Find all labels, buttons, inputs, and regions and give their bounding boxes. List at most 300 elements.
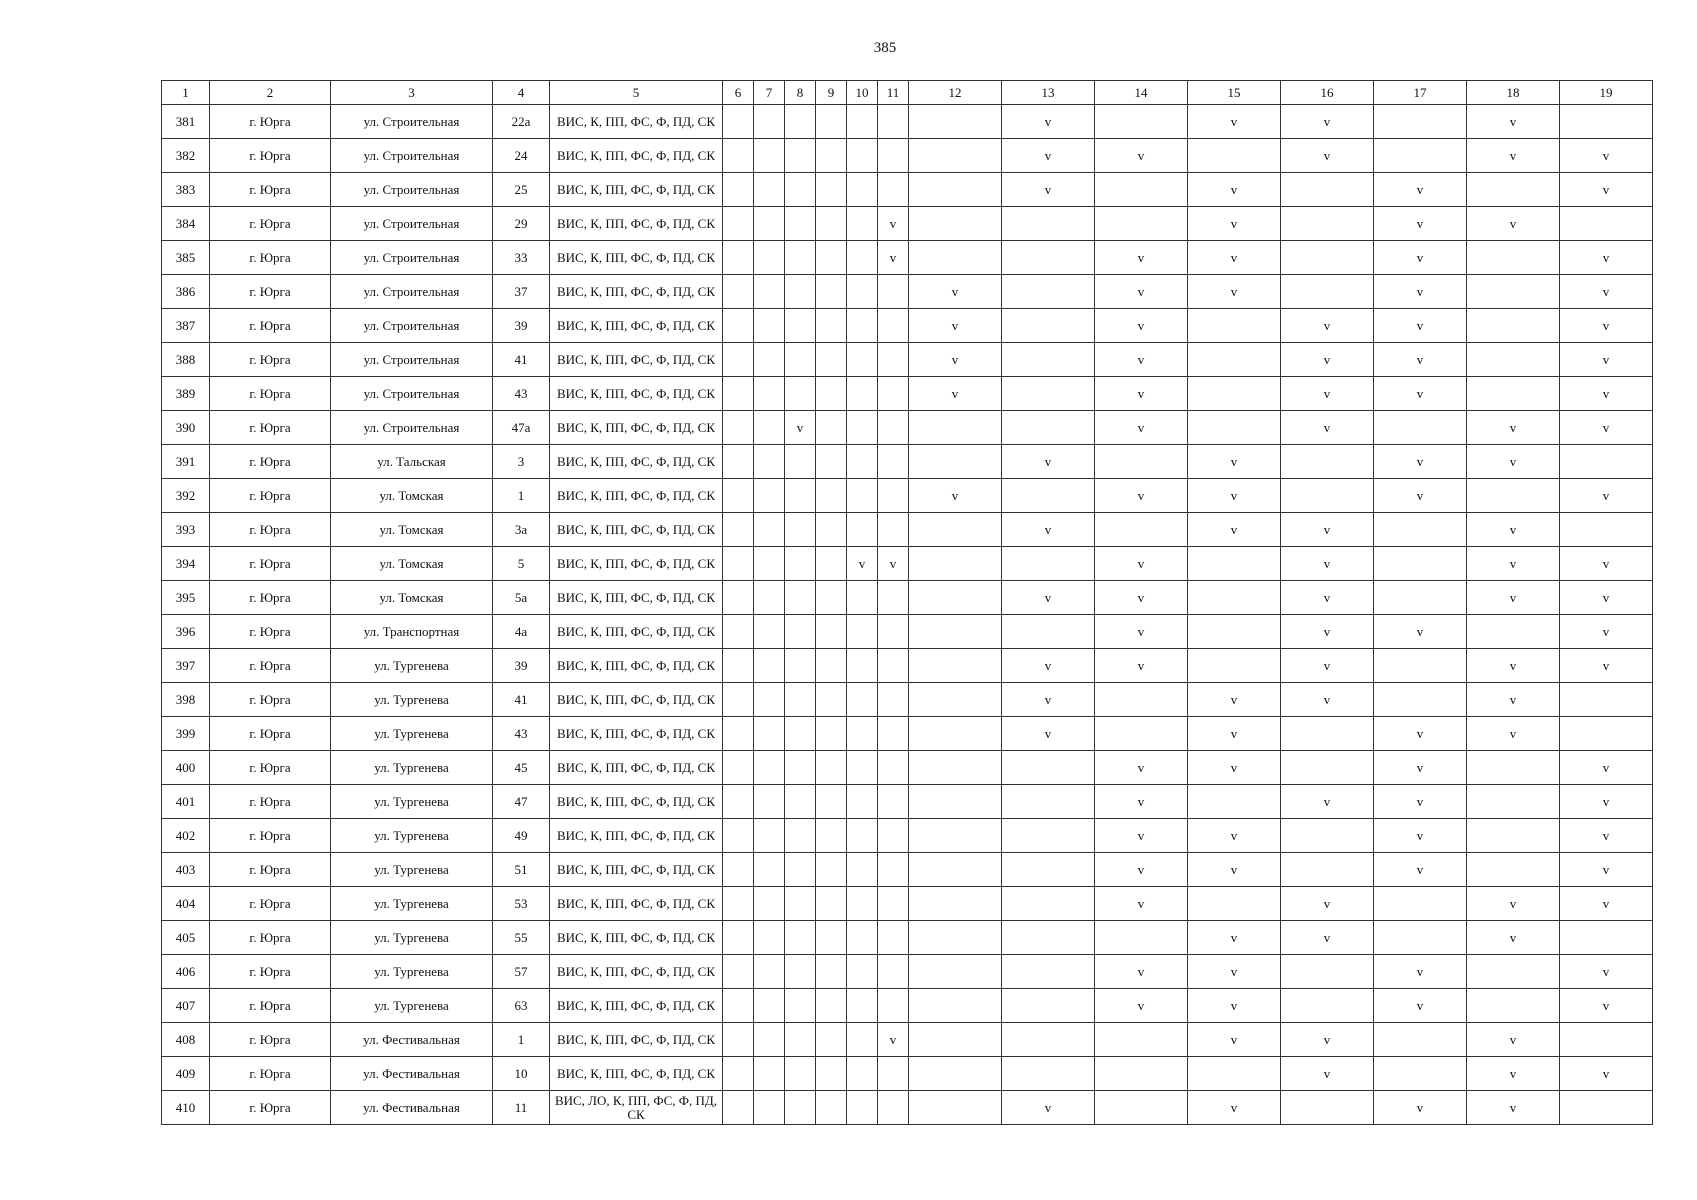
row-number: 399 bbox=[162, 717, 210, 751]
empty-cell bbox=[1002, 207, 1095, 241]
empty-cell bbox=[878, 853, 909, 887]
empty-cell bbox=[816, 581, 847, 615]
check-mark: v bbox=[1467, 921, 1560, 955]
table-row bbox=[162, 445, 1653, 479]
empty-cell bbox=[785, 751, 816, 785]
empty-cell bbox=[1467, 479, 1560, 513]
empty-cell bbox=[909, 105, 1002, 139]
street-cell: ул. Строительная bbox=[331, 377, 493, 411]
check-mark: v bbox=[1560, 785, 1653, 819]
row-number: 408 bbox=[162, 1023, 210, 1057]
empty-cell bbox=[878, 921, 909, 955]
empty-cell bbox=[1374, 921, 1467, 955]
work-types-cell: ВИС, К, ПП, ФС, Ф, ПД, СК bbox=[550, 819, 723, 853]
empty-cell bbox=[723, 241, 754, 275]
empty-cell bbox=[847, 445, 878, 479]
check-mark: v bbox=[1374, 717, 1467, 751]
empty-cell bbox=[1002, 615, 1095, 649]
empty-cell bbox=[1095, 683, 1188, 717]
empty-cell bbox=[1281, 275, 1374, 309]
empty-cell bbox=[785, 275, 816, 309]
check-mark: v bbox=[1095, 615, 1188, 649]
row-number: 384 bbox=[162, 207, 210, 241]
empty-cell bbox=[1188, 343, 1281, 377]
empty-cell bbox=[723, 547, 754, 581]
empty-cell bbox=[723, 921, 754, 955]
empty-cell bbox=[1188, 785, 1281, 819]
empty-cell bbox=[1374, 411, 1467, 445]
empty-cell bbox=[816, 785, 847, 819]
empty-cell bbox=[816, 547, 847, 581]
work-types-cell: ВИС, ЛО, К, ПП, ФС, Ф, ПД, СК bbox=[550, 1091, 723, 1125]
table-row bbox=[162, 513, 1653, 547]
empty-cell bbox=[754, 751, 785, 785]
empty-cell bbox=[847, 105, 878, 139]
empty-cell bbox=[847, 275, 878, 309]
empty-cell bbox=[754, 275, 785, 309]
work-types-cell: ВИС, К, ПП, ФС, Ф, ПД, СК bbox=[550, 649, 723, 683]
check-mark: v bbox=[1281, 377, 1374, 411]
street-cell: ул. Строительная bbox=[331, 105, 493, 139]
check-mark: v bbox=[1095, 547, 1188, 581]
table-row bbox=[162, 717, 1653, 751]
empty-cell bbox=[1002, 989, 1095, 1023]
empty-cell bbox=[754, 173, 785, 207]
check-mark: v bbox=[1002, 173, 1095, 207]
empty-cell bbox=[816, 921, 847, 955]
check-mark: v bbox=[1560, 955, 1653, 989]
empty-cell bbox=[909, 411, 1002, 445]
row-number: 395 bbox=[162, 581, 210, 615]
check-mark: v bbox=[1467, 1023, 1560, 1057]
house-number-cell: 63 bbox=[493, 989, 550, 1023]
column-header-2: 2 bbox=[210, 81, 331, 105]
empty-cell bbox=[909, 819, 1002, 853]
column-header-18: 18 bbox=[1467, 81, 1560, 105]
work-types-cell: ВИС, К, ПП, ФС, Ф, ПД, СК bbox=[550, 615, 723, 649]
house-number-cell: 3 bbox=[493, 445, 550, 479]
empty-cell bbox=[785, 683, 816, 717]
column-header-19: 19 bbox=[1560, 81, 1653, 105]
check-mark: v bbox=[1095, 479, 1188, 513]
check-mark: v bbox=[1281, 139, 1374, 173]
empty-cell bbox=[909, 615, 1002, 649]
header-row bbox=[162, 81, 1653, 105]
check-mark: v bbox=[1002, 105, 1095, 139]
empty-cell bbox=[878, 513, 909, 547]
empty-cell bbox=[1095, 1023, 1188, 1057]
house-number-cell: 39 bbox=[493, 649, 550, 683]
empty-cell bbox=[1002, 377, 1095, 411]
work-types-cell: ВИС, К, ПП, ФС, Ф, ПД, СК bbox=[550, 309, 723, 343]
empty-cell bbox=[1095, 717, 1188, 751]
check-mark: v bbox=[1188, 751, 1281, 785]
empty-cell bbox=[1374, 139, 1467, 173]
check-mark: v bbox=[1560, 615, 1653, 649]
check-mark: v bbox=[1560, 275, 1653, 309]
empty-cell bbox=[723, 275, 754, 309]
check-mark: v bbox=[1188, 717, 1281, 751]
check-mark: v bbox=[1560, 411, 1653, 445]
empty-cell bbox=[785, 1023, 816, 1057]
table-row bbox=[162, 581, 1653, 615]
house-number-cell: 47а bbox=[493, 411, 550, 445]
check-mark: v bbox=[1467, 207, 1560, 241]
table-row bbox=[162, 887, 1653, 921]
street-cell: ул. Томская bbox=[331, 479, 493, 513]
check-mark: v bbox=[1095, 989, 1188, 1023]
row-number: 400 bbox=[162, 751, 210, 785]
city-cell: г. Юрга bbox=[210, 411, 331, 445]
empty-cell bbox=[723, 513, 754, 547]
street-cell: ул. Строительная bbox=[331, 241, 493, 275]
check-mark: v bbox=[1560, 751, 1653, 785]
empty-cell bbox=[754, 649, 785, 683]
work-types-cell: ВИС, К, ПП, ФС, Ф, ПД, СК bbox=[550, 411, 723, 445]
empty-cell bbox=[754, 309, 785, 343]
work-types-cell: ВИС, К, ПП, ФС, Ф, ПД, СК bbox=[550, 955, 723, 989]
empty-cell bbox=[723, 1023, 754, 1057]
work-types-cell: ВИС, К, ПП, ФС, Ф, ПД, СК bbox=[550, 241, 723, 275]
work-types-cell: ВИС, К, ПП, ФС, Ф, ПД, СК bbox=[550, 785, 723, 819]
house-number-cell: 41 bbox=[493, 683, 550, 717]
empty-cell bbox=[723, 955, 754, 989]
empty-cell bbox=[785, 615, 816, 649]
column-header-13: 13 bbox=[1002, 81, 1095, 105]
table-row bbox=[162, 989, 1653, 1023]
city-cell: г. Юрга bbox=[210, 819, 331, 853]
check-mark: v bbox=[1560, 819, 1653, 853]
empty-cell bbox=[1188, 309, 1281, 343]
check-mark: v bbox=[1188, 173, 1281, 207]
street-cell: ул. Томская bbox=[331, 513, 493, 547]
column-header-9: 9 bbox=[816, 81, 847, 105]
empty-cell bbox=[1467, 275, 1560, 309]
empty-cell bbox=[754, 819, 785, 853]
empty-cell bbox=[785, 445, 816, 479]
empty-cell bbox=[847, 1023, 878, 1057]
work-types-cell: ВИС, К, ПП, ФС, Ф, ПД, СК bbox=[550, 547, 723, 581]
empty-cell bbox=[816, 411, 847, 445]
column-header-8: 8 bbox=[785, 81, 816, 105]
check-mark: v bbox=[1095, 853, 1188, 887]
check-mark: v bbox=[1560, 853, 1653, 887]
empty-cell bbox=[1002, 853, 1095, 887]
empty-cell bbox=[754, 717, 785, 751]
empty-cell bbox=[816, 105, 847, 139]
check-mark: v bbox=[1467, 717, 1560, 751]
table-row bbox=[162, 1023, 1653, 1057]
empty-cell bbox=[723, 1091, 754, 1125]
row-number: 407 bbox=[162, 989, 210, 1023]
empty-cell bbox=[1560, 717, 1653, 751]
check-mark: v bbox=[1467, 887, 1560, 921]
empty-cell bbox=[754, 683, 785, 717]
empty-cell bbox=[909, 887, 1002, 921]
empty-cell bbox=[816, 139, 847, 173]
city-cell: г. Юрга bbox=[210, 751, 331, 785]
check-mark: v bbox=[1374, 615, 1467, 649]
empty-cell bbox=[723, 989, 754, 1023]
check-mark: v bbox=[1188, 853, 1281, 887]
work-types-cell: ВИС, К, ПП, ФС, Ф, ПД, СК bbox=[550, 989, 723, 1023]
empty-cell bbox=[816, 955, 847, 989]
empty-cell bbox=[816, 717, 847, 751]
table-row bbox=[162, 479, 1653, 513]
empty-cell bbox=[816, 887, 847, 921]
row-number: 393 bbox=[162, 513, 210, 547]
check-mark: v bbox=[1281, 615, 1374, 649]
table-row bbox=[162, 785, 1653, 819]
row-number: 387 bbox=[162, 309, 210, 343]
empty-cell bbox=[847, 887, 878, 921]
table-row bbox=[162, 207, 1653, 241]
check-mark: v bbox=[1188, 819, 1281, 853]
row-number: 388 bbox=[162, 343, 210, 377]
column-header-15: 15 bbox=[1188, 81, 1281, 105]
table-row bbox=[162, 173, 1653, 207]
empty-cell bbox=[1467, 955, 1560, 989]
empty-cell bbox=[1281, 717, 1374, 751]
check-mark: v bbox=[1281, 105, 1374, 139]
row-number: 398 bbox=[162, 683, 210, 717]
table-row bbox=[162, 275, 1653, 309]
empty-cell bbox=[816, 343, 847, 377]
empty-cell bbox=[723, 649, 754, 683]
empty-cell bbox=[909, 717, 1002, 751]
check-mark: v bbox=[1560, 139, 1653, 173]
check-mark: v bbox=[1188, 921, 1281, 955]
table-row bbox=[162, 139, 1653, 173]
empty-cell bbox=[1002, 751, 1095, 785]
empty-cell bbox=[1560, 1091, 1653, 1125]
check-mark: v bbox=[1560, 479, 1653, 513]
column-header-16: 16 bbox=[1281, 81, 1374, 105]
empty-cell bbox=[754, 581, 785, 615]
work-types-cell: ВИС, К, ПП, ФС, Ф, ПД, СК bbox=[550, 1023, 723, 1057]
check-mark: v bbox=[1281, 683, 1374, 717]
check-mark: v bbox=[1095, 649, 1188, 683]
city-cell: г. Юрга bbox=[210, 1023, 331, 1057]
empty-cell bbox=[847, 717, 878, 751]
check-mark: v bbox=[1188, 445, 1281, 479]
table-row bbox=[162, 615, 1653, 649]
empty-cell bbox=[878, 819, 909, 853]
check-mark: v bbox=[1467, 513, 1560, 547]
row-number: 385 bbox=[162, 241, 210, 275]
empty-cell bbox=[1374, 683, 1467, 717]
empty-cell bbox=[785, 547, 816, 581]
empty-cell bbox=[1002, 887, 1095, 921]
table-row bbox=[162, 683, 1653, 717]
empty-cell bbox=[1374, 1057, 1467, 1091]
check-mark: v bbox=[1374, 343, 1467, 377]
empty-cell bbox=[785, 309, 816, 343]
table-row bbox=[162, 853, 1653, 887]
empty-cell bbox=[878, 683, 909, 717]
city-cell: г. Юрга bbox=[210, 241, 331, 275]
city-cell: г. Юрга bbox=[210, 513, 331, 547]
check-mark: v bbox=[1374, 853, 1467, 887]
check-mark: v bbox=[1374, 241, 1467, 275]
empty-cell bbox=[1188, 581, 1281, 615]
empty-cell bbox=[1374, 1023, 1467, 1057]
empty-cell bbox=[1095, 105, 1188, 139]
empty-cell bbox=[1374, 105, 1467, 139]
empty-cell bbox=[723, 785, 754, 819]
empty-cell bbox=[816, 1091, 847, 1125]
check-mark: v bbox=[909, 309, 1002, 343]
empty-cell bbox=[909, 1023, 1002, 1057]
empty-cell bbox=[785, 343, 816, 377]
empty-cell bbox=[909, 139, 1002, 173]
city-cell: г. Юрга bbox=[210, 683, 331, 717]
check-mark: v bbox=[1560, 547, 1653, 581]
empty-cell bbox=[723, 377, 754, 411]
check-mark: v bbox=[1374, 955, 1467, 989]
empty-cell bbox=[1002, 921, 1095, 955]
table-row bbox=[162, 241, 1653, 275]
empty-cell bbox=[847, 581, 878, 615]
row-number: 402 bbox=[162, 819, 210, 853]
check-mark: v bbox=[1281, 547, 1374, 581]
street-cell: ул. Строительная bbox=[331, 139, 493, 173]
street-cell: ул. Тургенева bbox=[331, 989, 493, 1023]
check-mark: v bbox=[1095, 275, 1188, 309]
check-mark: v bbox=[1560, 173, 1653, 207]
work-types-cell: ВИС, К, ПП, ФС, Ф, ПД, СК bbox=[550, 887, 723, 921]
city-cell: г. Юрга bbox=[210, 275, 331, 309]
city-cell: г. Юрга bbox=[210, 649, 331, 683]
empty-cell bbox=[816, 173, 847, 207]
empty-cell bbox=[847, 1091, 878, 1125]
check-mark: v bbox=[909, 275, 1002, 309]
empty-cell bbox=[1281, 819, 1374, 853]
empty-cell bbox=[723, 819, 754, 853]
row-number: 396 bbox=[162, 615, 210, 649]
table-body bbox=[162, 105, 1653, 1125]
check-mark: v bbox=[1374, 377, 1467, 411]
check-mark: v bbox=[1374, 275, 1467, 309]
empty-cell bbox=[816, 377, 847, 411]
empty-cell bbox=[878, 615, 909, 649]
street-cell: ул. Фестивальная bbox=[331, 1091, 493, 1125]
check-mark: v bbox=[909, 479, 1002, 513]
row-number: 401 bbox=[162, 785, 210, 819]
house-number-cell: 39 bbox=[493, 309, 550, 343]
empty-cell bbox=[723, 581, 754, 615]
empty-cell bbox=[785, 207, 816, 241]
check-mark: v bbox=[1188, 955, 1281, 989]
empty-cell bbox=[1560, 513, 1653, 547]
empty-cell bbox=[1467, 615, 1560, 649]
empty-cell bbox=[1560, 921, 1653, 955]
row-number: 410 bbox=[162, 1091, 210, 1125]
check-mark: v bbox=[1095, 343, 1188, 377]
empty-cell bbox=[816, 989, 847, 1023]
empty-cell bbox=[723, 751, 754, 785]
empty-cell bbox=[754, 241, 785, 275]
check-mark: v bbox=[878, 1023, 909, 1057]
empty-cell bbox=[723, 343, 754, 377]
city-cell: г. Юрга bbox=[210, 173, 331, 207]
house-number-cell: 1 bbox=[493, 1023, 550, 1057]
empty-cell bbox=[1281, 445, 1374, 479]
empty-cell bbox=[816, 309, 847, 343]
check-mark: v bbox=[785, 411, 816, 445]
empty-cell bbox=[1188, 411, 1281, 445]
empty-cell bbox=[1281, 1091, 1374, 1125]
empty-cell bbox=[878, 173, 909, 207]
house-number-cell: 1 bbox=[493, 479, 550, 513]
empty-cell bbox=[754, 479, 785, 513]
city-cell: г. Юрга bbox=[210, 581, 331, 615]
empty-cell bbox=[1467, 989, 1560, 1023]
empty-cell bbox=[1467, 173, 1560, 207]
register-table bbox=[161, 80, 1653, 1125]
check-mark: v bbox=[1095, 377, 1188, 411]
empty-cell bbox=[816, 241, 847, 275]
empty-cell bbox=[1467, 785, 1560, 819]
city-cell: г. Юрга bbox=[210, 853, 331, 887]
empty-cell bbox=[785, 105, 816, 139]
empty-cell bbox=[816, 1057, 847, 1091]
empty-cell bbox=[816, 479, 847, 513]
row-number: 389 bbox=[162, 377, 210, 411]
table-row bbox=[162, 649, 1653, 683]
empty-cell bbox=[785, 1091, 816, 1125]
house-number-cell: 22а bbox=[493, 105, 550, 139]
empty-cell bbox=[1560, 207, 1653, 241]
check-mark: v bbox=[1560, 649, 1653, 683]
check-mark: v bbox=[1467, 581, 1560, 615]
house-number-cell: 57 bbox=[493, 955, 550, 989]
empty-cell bbox=[1281, 479, 1374, 513]
house-number-cell: 37 bbox=[493, 275, 550, 309]
street-cell: ул. Тургенева bbox=[331, 717, 493, 751]
city-cell: г. Юрга bbox=[210, 1057, 331, 1091]
empty-cell bbox=[816, 751, 847, 785]
check-mark: v bbox=[1002, 513, 1095, 547]
empty-cell bbox=[878, 1057, 909, 1091]
column-header-7: 7 bbox=[754, 81, 785, 105]
empty-cell bbox=[878, 989, 909, 1023]
city-cell: г. Юрга bbox=[210, 615, 331, 649]
house-number-cell: 41 bbox=[493, 343, 550, 377]
street-cell: ул. Строительная bbox=[331, 309, 493, 343]
empty-cell bbox=[723, 445, 754, 479]
empty-cell bbox=[723, 683, 754, 717]
empty-cell bbox=[723, 479, 754, 513]
check-mark: v bbox=[1374, 785, 1467, 819]
check-mark: v bbox=[1560, 241, 1653, 275]
city-cell: г. Юрга bbox=[210, 785, 331, 819]
row-number: 403 bbox=[162, 853, 210, 887]
empty-cell bbox=[816, 207, 847, 241]
empty-cell bbox=[785, 785, 816, 819]
column-header-6: 6 bbox=[723, 81, 754, 105]
city-cell: г. Юрга bbox=[210, 921, 331, 955]
work-types-cell: ВИС, К, ПП, ФС, Ф, ПД, СК bbox=[550, 921, 723, 955]
row-number: 405 bbox=[162, 921, 210, 955]
work-types-cell: ВИС, К, ПП, ФС, Ф, ПД, СК bbox=[550, 445, 723, 479]
table-row bbox=[162, 955, 1653, 989]
city-cell: г. Юрга bbox=[210, 309, 331, 343]
work-types-cell: ВИС, К, ПП, ФС, Ф, ПД, СК bbox=[550, 479, 723, 513]
empty-cell bbox=[1002, 955, 1095, 989]
street-cell: ул. Транспортная bbox=[331, 615, 493, 649]
street-cell: ул. Фестивальная bbox=[331, 1023, 493, 1057]
